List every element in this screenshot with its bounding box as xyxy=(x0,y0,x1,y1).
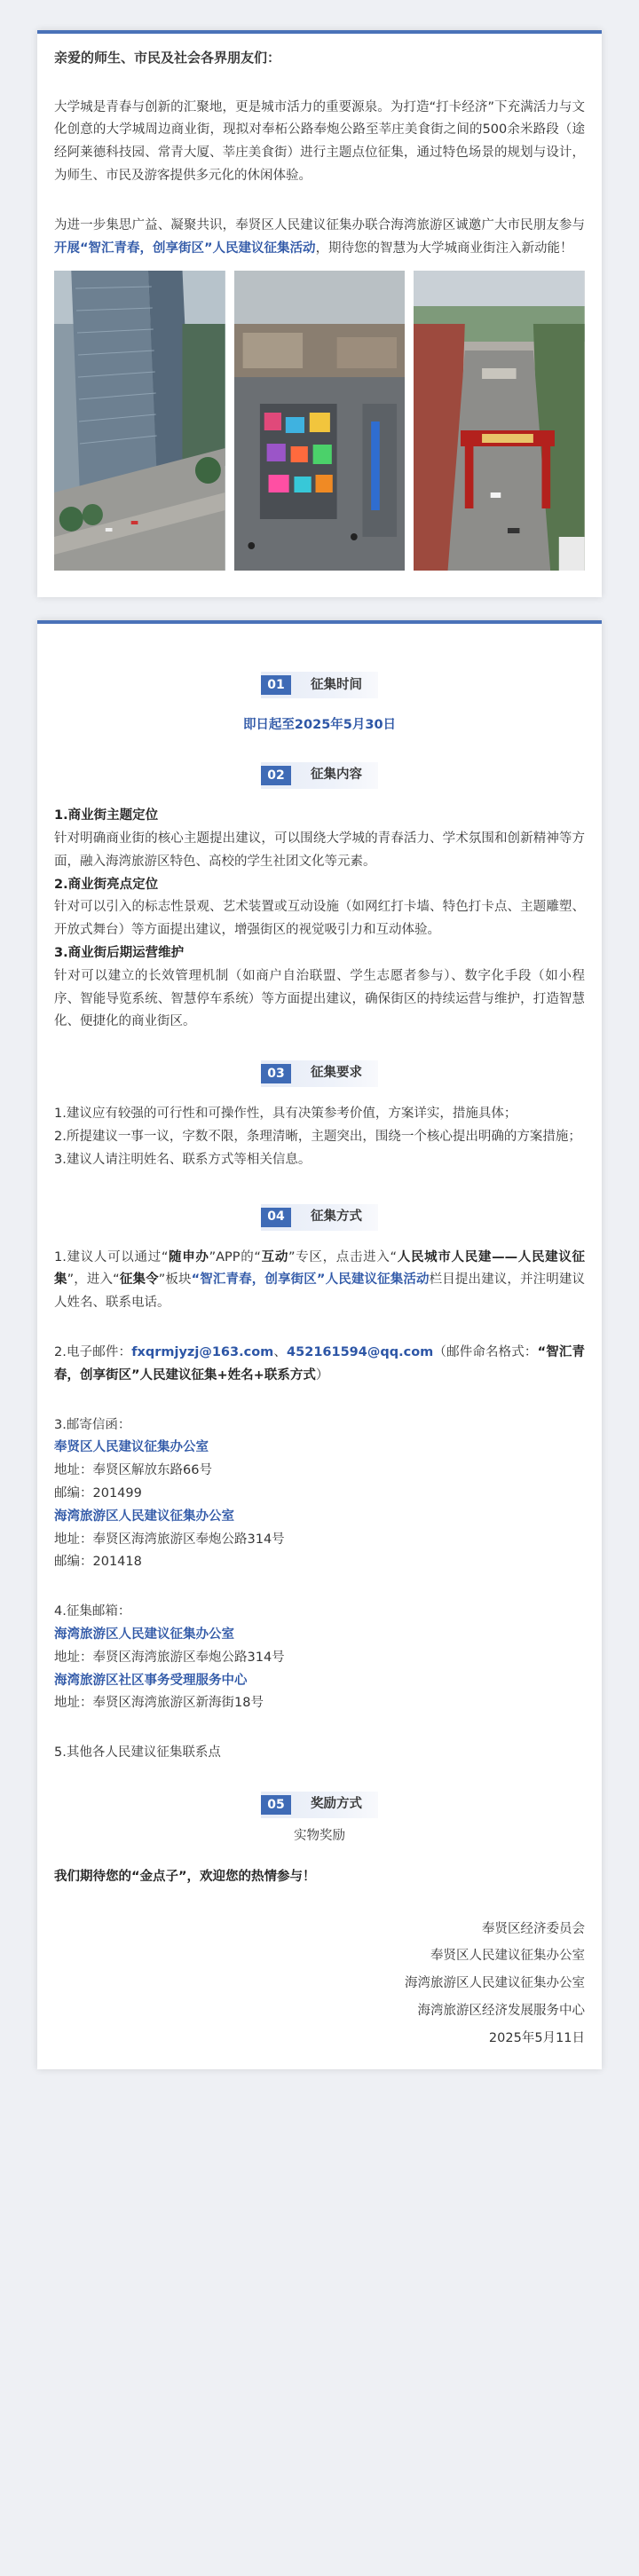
content-item-title: 3.商业街后期运营维护 xyxy=(54,946,185,961)
method-mail-title: 3.邮寄信函： xyxy=(54,1417,131,1432)
intro-card xyxy=(37,30,602,597)
section-reward-header xyxy=(54,1792,585,1818)
office-name: 海湾旅游区人民建议征集办公室 xyxy=(54,1509,234,1524)
method-mailbox-title: 4.征集邮箱： xyxy=(54,1604,131,1619)
photo-gate-street xyxy=(414,271,585,571)
signature-block xyxy=(54,1916,585,2052)
collection-period: 即日起至2025年5月30日 xyxy=(242,718,397,733)
office-address: 地址：奉贤区海湾旅游区新海街18号 xyxy=(54,1696,264,1711)
section-content-header xyxy=(54,762,585,789)
signature-line: 海湾旅游区经济发展服务中心 xyxy=(417,2003,585,2018)
requirements-list xyxy=(54,1103,585,1171)
section-badge xyxy=(261,762,378,789)
method-other: 5.其他各人民建议征集联系点 xyxy=(54,1745,221,1761)
section-badge xyxy=(261,1060,378,1087)
content-item-text: 针对可以引入的标志性景观、艺术装置或互动设施（如网红打卡墙、特色打卡点、主题雕塑、开放式舞台）等方面提出建议，增强街区的视觉吸引力和互动体验。 xyxy=(54,900,585,938)
text: ”APP的“ xyxy=(209,1249,261,1264)
intro-p2-post: ，期待您的智慧为大学城商业街注入新动能！ xyxy=(315,240,573,256)
board-name: 征集令 xyxy=(119,1272,159,1288)
text: ”专区，点击进入“ xyxy=(288,1249,398,1264)
section-title: 征集要求 xyxy=(311,1066,362,1081)
text: ”，进入“ xyxy=(67,1272,120,1288)
content-items xyxy=(54,805,585,1034)
closing-line: 我们期待您的“金点子”，欢迎您的热情参与！ xyxy=(54,1869,316,1884)
details-card xyxy=(37,620,602,2069)
signature-line: 奉贤区经济委员会 xyxy=(482,1921,585,1936)
signature-line: 奉贤区人民建议征集办公室 xyxy=(430,1949,585,1964)
content-item-text: 针对可以建立的长效管理机制（如商户自治联盟、学生志愿者参与）、数字化手段（如小程序、智能导览系统、智慧停车系统）等方面提出建议，确保街区的持续运营与维护，打造智慧化、便捷化的商业街区。 xyxy=(54,968,585,1029)
text: 、 xyxy=(273,1345,288,1360)
method-app xyxy=(54,1247,585,1315)
email-format: “智汇青春，创享街区”人民建议征集+姓名+联系方式 xyxy=(54,1345,586,1383)
office-postcode: 邮编：201418 xyxy=(54,1555,142,1570)
section-badge xyxy=(261,1204,378,1231)
reward-value: 实物奖励 xyxy=(294,1828,345,1843)
campaign-name: 开展“智汇青春，创享街区”人民建议征集活动 xyxy=(54,240,316,256)
section-title: 征集方式 xyxy=(311,1209,362,1224)
content-item-text: 针对明确商业街的核心主题提出建议，可以围绕大学城的青春活力、学术氛围和创新精神等方面，融入海湾旅游区特色、高校的学生社团文化等元素。 xyxy=(54,831,585,869)
zone-name: 互动 xyxy=(260,1249,289,1264)
intro-paragraph-2 xyxy=(54,215,585,261)
method-email xyxy=(54,1342,585,1388)
office-address: 地址：奉贤区海湾旅游区奉炮公路314号 xyxy=(54,1532,285,1547)
method-mailbox xyxy=(54,1601,585,1715)
office-name: 海湾旅游区社区事务受理服务中心 xyxy=(54,1673,248,1688)
text: 2.电子邮件： xyxy=(54,1345,132,1360)
requirement-item: 3.建议人请注明姓名、联系方式等相关信息。 xyxy=(54,1152,312,1167)
photo-food-street xyxy=(234,271,406,571)
signature-date: 2025年5月11日 xyxy=(488,2030,585,2045)
intro-paragraph-1: 大学城是青春与创新的汇聚地，更是城市活力的重要源泉。为打造“打卡经济”下充满活力与文化创意的大学城周边商业街，现拟对奉柘公路奉炮公路至莘庄美食街之间的500余米路段（途经阿莱德科技园、常青大厦、莘庄美食街）进行主题点位征集，通过特色场景的规划与设计，为师生、市民及游客提供多元化的休闲体验。 xyxy=(54,99,585,184)
section-badge xyxy=(261,1792,378,1818)
section-number: 03 xyxy=(261,1064,291,1083)
office-address: 地址：奉贤区解放东路66号 xyxy=(54,1463,212,1478)
campaign-link[interactable]: “智汇青春，创享街区”人民建议征集活动 xyxy=(191,1272,430,1288)
section-title: 征集时间 xyxy=(311,677,362,692)
section-number: 02 xyxy=(261,766,291,785)
section-title: 奖励方式 xyxy=(311,1797,362,1812)
email-link-1[interactable]: fxqrmjyzj@163.com xyxy=(131,1345,274,1360)
office-postcode: 邮编：201499 xyxy=(54,1486,142,1501)
signature-line: 海湾旅游区人民建议征集办公室 xyxy=(405,1976,585,1991)
requirement-item: 1.建议应有较强的可行性和可操作性，具有决策参考价值，方案详实，措施具体； xyxy=(54,1107,517,1122)
office-address: 地址：奉贤区海湾旅游区奉炮公路314号 xyxy=(54,1650,285,1665)
section-title: 征集内容 xyxy=(311,768,362,783)
text: （邮件命名格式： xyxy=(433,1345,538,1360)
channel-name: 人民城市人民建——人民建议征集 xyxy=(54,1249,586,1288)
text: 1.建议人可以通过“ xyxy=(54,1249,169,1264)
text: ） xyxy=(315,1367,329,1383)
section-number: 01 xyxy=(261,675,291,695)
section-requirements-header xyxy=(54,1060,585,1087)
text: 栏目提出建议，并注明建议人姓名、联系电话。 xyxy=(54,1272,586,1311)
photo-row xyxy=(54,271,585,571)
text: ”板块 xyxy=(158,1272,192,1288)
photo-building-aerial xyxy=(54,271,225,571)
content-item-title: 1.商业街主题定位 xyxy=(54,808,159,823)
method-mail xyxy=(54,1414,585,1575)
office-name: 海湾旅游区人民建议征集办公室 xyxy=(54,1627,234,1642)
intro-p2-pre: 为进一步集思广益、凝聚共识，奉贤区人民建议征集办联合海湾旅游区诚邀广大市民朋友参与 xyxy=(54,217,585,232)
section-badge xyxy=(261,672,378,698)
email-link-2[interactable]: 452161594@qq.com xyxy=(287,1345,434,1360)
greeting: 亲爱的师生、市民及社会各界朋友们： xyxy=(54,50,281,66)
requirement-item: 2.所提建议一事一议，字数不限，条理清晰，主题突出，围绕一个核心提出明确的方案措施； xyxy=(54,1130,581,1145)
section-number: 04 xyxy=(261,1208,291,1227)
app-name: 随申办 xyxy=(168,1249,209,1264)
section-time-header xyxy=(54,672,585,698)
section-number: 05 xyxy=(261,1795,291,1815)
section-methods-header xyxy=(54,1204,585,1231)
content-item-title: 2.商业街亮点定位 xyxy=(54,877,159,892)
office-name: 奉贤区人民建议征集办公室 xyxy=(54,1440,209,1455)
